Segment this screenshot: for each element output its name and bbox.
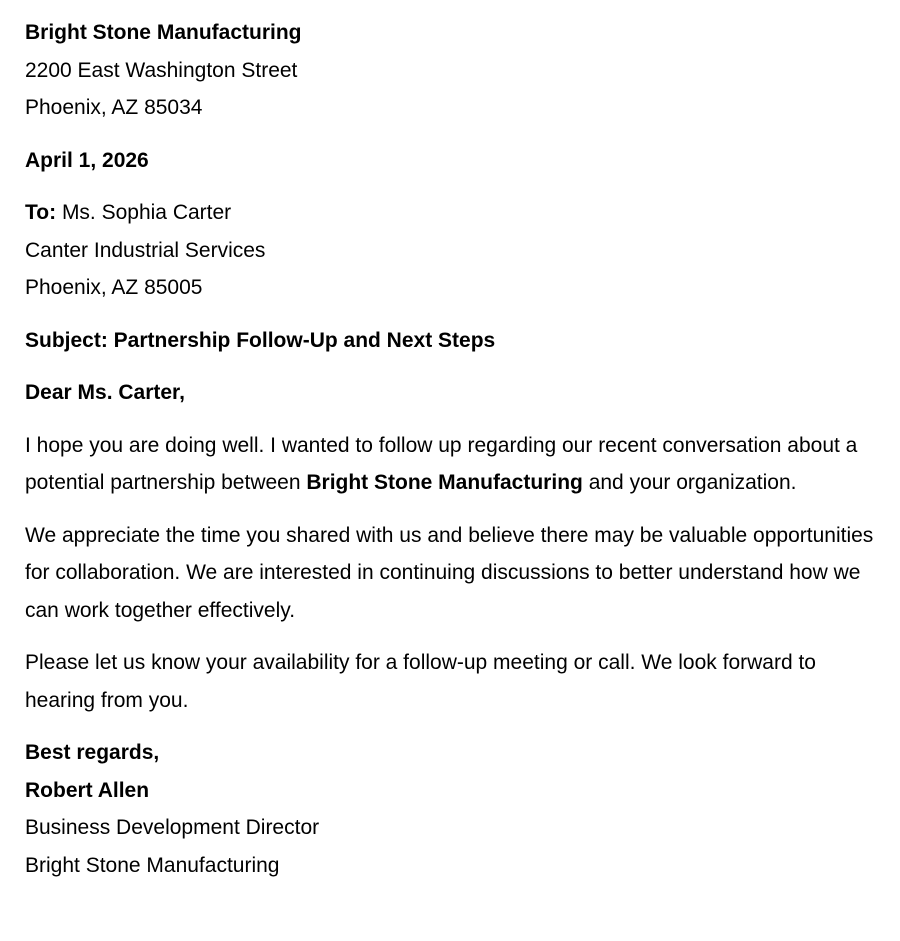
to-label: To: [25, 201, 57, 224]
salutation: Dear Ms. Carter, [25, 381, 185, 404]
recipient-city-state-zip: Phoenix, AZ 85005 [25, 276, 203, 299]
signer-title: Business Development Director [25, 816, 320, 839]
recipient-company: Canter Industrial Services [25, 238, 266, 262]
body-paragraph-1 [25, 427, 875, 502]
salutation-block [25, 374, 875, 412]
valediction: Best regards, [25, 741, 160, 764]
sender-city-state-zip: Phoenix, AZ 85034 [25, 96, 203, 119]
body-paragraph-3 [25, 644, 875, 719]
subject-block [25, 322, 875, 360]
letter-date-block [25, 142, 875, 180]
paragraph-2-text: We appreciate the time you shared with us and believe there may be valuable opportunities for collaboration. We are interested in continuing discussions to better understand how we can work together effectively. [25, 523, 874, 622]
body-paragraph-2 [25, 517, 875, 630]
recipient-name: Ms. Sophia Carter [61, 201, 232, 224]
sender-company: Bright Stone Manufacturing [25, 21, 302, 44]
signature-block [25, 734, 875, 884]
subject-line: Subject: Partnership Follow-Up and Next Steps [25, 328, 496, 352]
sender-street: 2200 East Washington Street [25, 58, 298, 82]
paragraph-text [25, 427, 875, 502]
recipient-line [25, 194, 875, 232]
paragraph-1-intro: I hope you are doing well. I wanted to follow up regarding our recent conversation about a potential partnership between [25, 433, 858, 494]
sender-address [25, 14, 875, 127]
paragraph-1-company: Bright Stone Manufacturing [306, 471, 583, 494]
letter [25, 14, 875, 884]
letter-date: April 1, 2026 [25, 148, 149, 172]
paragraph-3-text: Please let us know your availability for a follow-up meeting or call. We look forward to hearing from you. [25, 651, 816, 712]
signer-name: Robert Allen [25, 778, 150, 802]
paragraph-1-end: and your organization. [582, 471, 797, 494]
signer-company: Bright Stone Manufacturing [25, 853, 280, 877]
recipient-address [25, 194, 875, 307]
